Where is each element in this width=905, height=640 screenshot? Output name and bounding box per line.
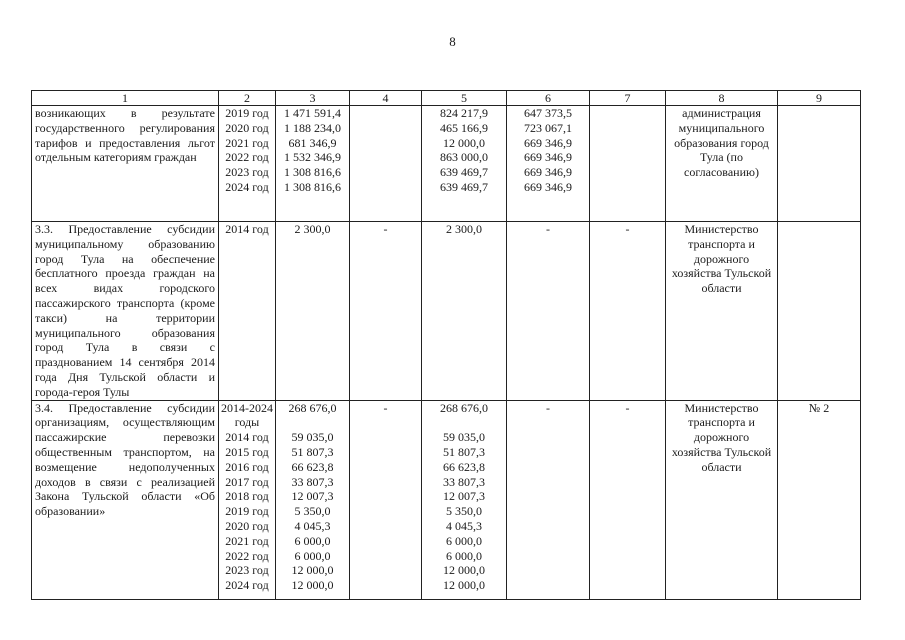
cell-line: 51 807,3 [291,444,334,459]
cell-line: 681 346,9 [288,135,337,150]
cell-line: 2020 год [225,518,269,533]
cell-line: 2014 год [225,430,269,445]
cell-line: 59 035,0 [443,430,485,445]
cell-line: 2024 год [225,179,269,194]
cell-line: 1 532 346,9 [284,150,341,165]
executor-cell: Министерство транспорта и дорожного хозяйства Тульской области [666,222,778,401]
cell-line: 1 308 816,6 [284,165,341,180]
cell-line: 4 045,3 [294,518,331,533]
header-cell: 8 [666,91,778,106]
header-cell: 5 [422,91,507,106]
local-budget-cell [507,106,590,222]
cell-line: 639 469,7 [440,179,488,194]
cell-line: 268 676,0 [288,400,337,415]
cell-line: 669 346,9 [524,179,572,194]
cell-line: 2019 год [225,504,269,519]
year-cell [219,222,276,401]
regional-budget-cell [422,222,507,401]
cell-line: 6 000,0 [294,533,331,548]
cell-line: 1 471 591,4 [284,106,341,120]
cell-line: 2022 год [225,150,269,165]
federal-budget-cell [350,222,422,401]
cell-line: - [383,400,388,415]
cell-line: 2016 год [225,459,269,474]
cell-line: 863 000,0 [440,150,488,165]
cell-line: 12 000,0 [443,578,485,593]
cell-line: 2017 год [225,474,269,489]
cell-line: 33 807,3 [443,474,485,489]
cell-line: 51 807,3 [443,444,485,459]
executor-cell: администрация муниципального образования город Тула (по согласованию) [666,106,778,222]
cell-line: 2 300,0 [446,222,482,236]
indicator-cell [778,106,861,222]
cell-line: 2021 год [225,135,269,150]
cell-line: 669 346,9 [524,135,572,150]
cell-line: 6 000,0 [294,548,331,563]
cell-line: 12 007,3 [291,489,334,504]
cell-line: 2019 год [225,106,269,120]
cell-line: 2023 год [225,165,269,180]
cell-line: 6 000,0 [446,533,482,548]
local-budget-cell [507,222,590,401]
indicator-cell: № 2 [778,400,861,599]
regional-budget-cell [422,106,507,222]
header-cell: 2 [219,91,276,106]
other-sources-cell [590,400,666,599]
other-sources-cell [590,106,666,222]
cell-line: 66 623,8 [291,459,334,474]
header-cell: 6 [507,91,590,106]
cell-line: 669 346,9 [524,165,572,180]
cell-line: - [546,222,550,236]
cell-line: 2020 год [225,120,269,135]
cell-line: 5 350,0 [294,504,331,519]
cell-line: 723 067,1 [524,120,572,135]
executor-cell: Министерство транспорта и дорожного хозяйства Тульской области [666,400,778,599]
table-row [32,400,861,599]
total-funding-cell [276,222,350,401]
cell-line: 2022 год [225,548,269,563]
measure-description: возникающих в результате государственного регулирования тарифов и предоставления льгот отдельным категориям граждан [32,106,219,222]
cell-line: 12 000,0 [443,563,485,578]
budget-table [31,90,861,600]
cell-line: 1 188 234,0 [284,120,341,135]
header-row [32,91,861,106]
header-cell: 1 [32,91,219,106]
year-cell [219,400,276,599]
cell-line: 2 300,0 [294,222,331,236]
measure-description: 3.3. Предоставление субсидии муниципальному образованию город Тула на обеспечение бесплатного проезда граждан на всех видах городского пассажирского транспорта (кроме такси) на территории муниципального образования город Тула в связи с празднованием 14 сентября 2014 года Дня Тульской области и города-героя Тулы [32,222,219,401]
cell-line: 5 350,0 [446,504,482,519]
cell-line: - [625,400,630,415]
regional-budget-cell [422,400,507,599]
cell-line: 6 000,0 [446,548,482,563]
cell-line: 2024 год [225,578,269,593]
cell-line: 639 469,7 [440,165,488,180]
total-funding-cell [276,106,350,222]
cell-line: 2023 год [225,563,269,578]
cell-line: 12 000,0 [291,563,334,578]
cell-line [279,415,346,430]
other-sources-cell [590,222,666,401]
cell-line: - [546,400,550,415]
federal-budget-cell [350,400,422,599]
total-funding-cell [276,400,350,599]
cell-line: 669 346,9 [524,150,572,165]
cell-line: 59 035,0 [291,430,334,445]
local-budget-cell [507,400,590,599]
cell-line: 647 373,5 [524,106,572,120]
federal-budget-cell [350,106,422,222]
cell-line: - [383,222,388,236]
header-cell: 3 [276,91,350,106]
cell-line [425,415,503,430]
cell-line: 1 308 816,6 [284,179,341,194]
measure-description: 3.4. Предоставление субсидии организациям, осуществляющим пассажирские перевозки общественным транспортом, на возмещение недополученных доходов в связи с реализацией Закона Тульской области «Об образовании» [32,400,219,599]
cell-line: 2021 год [225,533,269,548]
table-row [32,106,861,222]
cell-line: 2018 год [225,489,269,504]
indicator-cell [778,222,861,401]
cell-line: - [625,222,630,236]
cell-line: 465 166,9 [440,120,488,135]
cell-line: 12 000,0 [291,578,334,593]
cell-line: 268 676,0 [440,400,488,415]
page-number: 8 [449,34,456,49]
header-cell: 4 [350,91,422,106]
table-row [32,222,861,401]
header-cell: 7 [590,91,666,106]
year-cell [219,106,276,222]
cell-line: 12 007,3 [443,489,485,504]
cell-line: 2014 год [225,222,269,236]
cell-line: 2014-2024 годы [221,400,273,430]
cell-line: 66 623,8 [443,459,485,474]
cell-line: 12 000,0 [443,135,485,150]
header-cell: 9 [778,91,861,106]
cell-line: 2015 год [225,444,269,459]
cell-line: 824 217,9 [440,106,488,120]
cell-line: 33 807,3 [291,474,334,489]
cell-line: 4 045,3 [446,518,482,533]
